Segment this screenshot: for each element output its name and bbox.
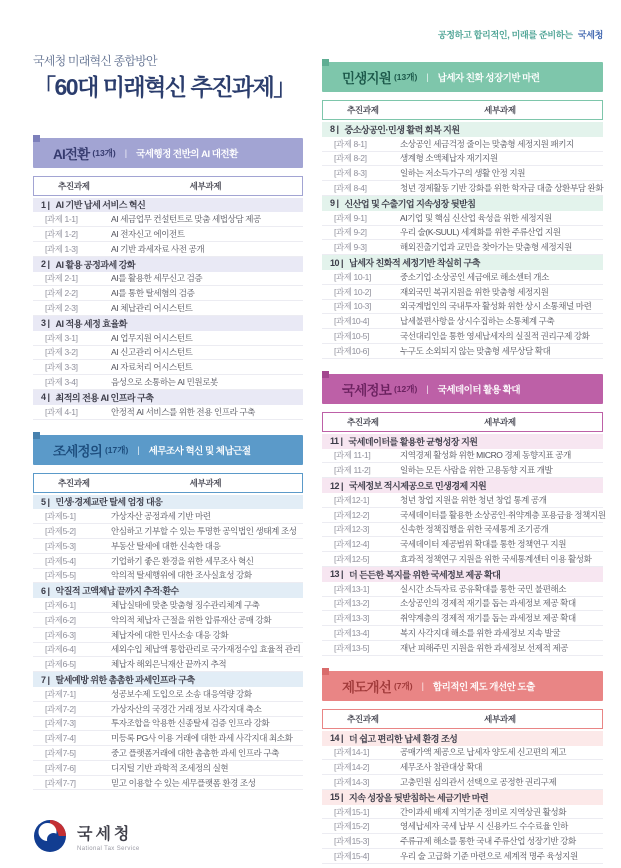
group-row	[33, 257, 303, 272]
task-desc: 투자조합을 악용한 신종탈세 검증 인프라 강화	[111, 718, 270, 729]
section-name: 민생지원	[342, 71, 391, 86]
task-desc: 국선대리인을 통한 영세납세자의 실질적 권리구제 강화	[400, 331, 590, 342]
logo-text	[77, 821, 140, 852]
task-desc: 효과적 정책연구 지원을 위한 국세통계센터 이용 활성화	[400, 554, 592, 565]
section-name: 제도개선	[342, 679, 391, 695]
task-desc: 재난 피해주민 지원을 위한 과세정보 선제적 제공	[400, 642, 568, 653]
task-row	[33, 613, 303, 628]
section-corner-accent	[322, 668, 329, 675]
section-divider: |	[137, 444, 140, 455]
task-row	[322, 760, 603, 775]
task-row	[322, 344, 603, 359]
left-column	[33, 28, 303, 864]
task-code: [과제 8-2]	[334, 153, 367, 164]
task-code: [과제 1-2]	[45, 229, 78, 240]
group-number: 2 |	[41, 259, 50, 270]
task-desc: 간이과세 배제 지역기준 정비로 지역상권 활성화	[400, 806, 567, 817]
task-row	[322, 300, 603, 315]
task-row	[33, 554, 303, 569]
task-code: [과제15-1]	[334, 806, 369, 817]
task-desc: AI 자료처리 어시스턴트	[111, 362, 193, 373]
task-desc: 실시간 소득자료 공유확대를 통한 국민 불편해소	[400, 583, 567, 594]
section-header-ai-transition	[33, 138, 303, 168]
group-title: 중소상공인·민생 활력 회복 지원	[344, 124, 460, 135]
task-code: [과제13-3]	[334, 613, 369, 624]
task-desc: 가상자산의 국경간 거래 정보 사각지대 축소	[111, 703, 262, 714]
task-desc: 일하는 저소득가구의 생활 안정 지원	[400, 168, 526, 179]
column-header-subtasks: 세부과제	[189, 180, 222, 191]
task-code: [과제 3-2]	[45, 347, 78, 358]
task-row	[322, 166, 603, 181]
task-code: [과제7-5]	[45, 747, 76, 758]
task-desc: 고충민원 심의관서 선택으로 공정한 권리구제	[400, 776, 557, 787]
task-code: [과제12-1]	[334, 494, 369, 505]
doc-title: 「60대 미래혁신 추진과제」	[33, 74, 295, 100]
task-row	[322, 152, 603, 167]
task-code: [과제10-6]	[334, 345, 369, 356]
task-desc: 외국계법인의 국내투자 활성화 위한 상시 소통채널 마련	[400, 301, 592, 312]
task-desc: 악의적 체납자 근절을 위한 압류재산 공매 강화	[111, 614, 272, 625]
section-tax-justice	[33, 435, 303, 791]
task-code: [과제10-5]	[334, 331, 369, 342]
section-ai-transition	[33, 138, 303, 420]
task-row	[33, 776, 303, 791]
group-number: 6 |	[41, 585, 50, 596]
task-desc: 재외국민 복귀지원을 위한 맞춤형 세정지원	[400, 286, 549, 297]
column-header-row	[33, 176, 303, 196]
column-header-tasks: 추진과제	[58, 180, 90, 191]
task-row	[33, 272, 303, 287]
task-row	[322, 582, 603, 597]
task-row	[33, 301, 303, 316]
task-row	[322, 463, 603, 478]
group-title: 국세정보 적시제공으로 민생경제 지원	[349, 481, 487, 492]
task-desc: 악의적 탈세행위에 대한 조사실효성 강화	[111, 570, 252, 581]
task-desc: 취약계층의 경제적 재기를 돕는 과세정보 제공 확대	[400, 613, 576, 624]
group-title: 더 든든한 복지를 위한 국세정보 제공 확대	[349, 569, 501, 580]
task-row	[322, 626, 603, 641]
group-title: AI 기반 납세 서비스 혁신	[55, 200, 146, 211]
task-desc: 청년 경제활동 기반 강화를 위한 학자금 대출 상환부담 완화	[400, 183, 604, 194]
group-number: 9 |	[330, 198, 339, 209]
task-row	[322, 849, 603, 864]
section-count: (13개)	[393, 72, 418, 82]
task-code: [과제 3-1]	[45, 332, 78, 343]
task-desc: 체납실태에 맞춘 맞춤형 징수관리체계 구축	[111, 600, 260, 611]
task-code: [과제6-3]	[45, 629, 76, 640]
task-code: [과제12-2]	[334, 509, 369, 520]
task-code: [과제 8-3]	[334, 168, 367, 179]
task-code: [과제 11-2]	[334, 465, 371, 476]
group-number: 7 |	[41, 674, 50, 685]
task-row	[322, 834, 603, 849]
task-desc: 국세데이터를 활용한 소상공인·취약계층 포용금융 정책지원	[400, 509, 606, 520]
task-code: [과제 3-4]	[45, 377, 78, 388]
group-number: 8 |	[330, 124, 339, 135]
task-row	[322, 493, 603, 508]
section-tagline: 납세자 친화 성장기반 마련	[437, 73, 540, 84]
section-count: (17개)	[104, 444, 129, 455]
task-row	[322, 449, 603, 464]
column-header-tasks: 추진과제	[58, 477, 90, 488]
column-header-row	[322, 412, 603, 432]
task-desc: 중고 플랫폼거래에 대한 촘촘한 과세 인프라 구축	[111, 747, 279, 758]
section-system-improvement	[322, 671, 603, 864]
task-code: [과제13-5]	[334, 642, 369, 653]
section-header-tax-justice	[33, 435, 303, 465]
column-header-row	[33, 473, 303, 493]
column-header-tasks: 추진과제	[347, 105, 379, 115]
task-desc: 중소기업·소상공인 세금애로 해소센터 개소	[400, 271, 549, 282]
task-code: [과제7-3]	[45, 718, 76, 729]
section-corner-accent	[33, 432, 40, 439]
task-desc: 안정적 AI 서비스를 위한 전용 인프라 구축	[111, 406, 255, 417]
task-desc: AI 신고관리 어시스턴트	[111, 347, 193, 358]
task-row	[322, 805, 603, 820]
task-row	[33, 569, 303, 584]
group-number: 5 |	[41, 496, 50, 507]
task-desc: 가상자산 공정과세 기반 마련	[111, 511, 211, 522]
group-title: 신산업 및 수출기업 지속성장 뒷받침	[344, 198, 476, 209]
task-desc: 영세납세자 국세 납부 시 신용카드 수수료율 인하	[400, 821, 568, 832]
task-row	[33, 405, 303, 420]
task-desc: 일하는 모든 사람을 위한 고용동향 지표 개발	[400, 465, 553, 476]
task-desc: 소상공인의 경제적 재기를 돕는 과세정보 제공 확대	[400, 598, 576, 609]
logo-name: 국세청	[77, 825, 133, 843]
group-row	[322, 122, 603, 137]
task-code: [과제 10-2]	[334, 286, 371, 297]
group-row	[33, 198, 303, 213]
section-name: AI전환	[53, 146, 90, 162]
task-row	[322, 181, 603, 196]
task-desc: 체납자 해외은닉재산 끝까지 추적	[111, 659, 227, 670]
group-title: 납세자 친화적 세정기반 착실히 구축	[349, 258, 480, 269]
task-row	[33, 331, 303, 346]
title-block	[33, 52, 303, 102]
task-desc: 공매가액 제공으로 납세자 양도세 신고편의 제고	[400, 747, 567, 758]
task-code: [과제 10-3]	[334, 301, 371, 312]
task-row	[322, 552, 603, 567]
group-row	[33, 583, 303, 598]
section-divider: |	[426, 383, 429, 394]
task-code: [과제13-2]	[334, 598, 369, 609]
task-code: [과제5-5]	[45, 570, 76, 581]
group-row	[322, 196, 603, 211]
task-code: [과제 11-1]	[334, 450, 371, 461]
task-desc: 생계형 소액체납자 재기지원	[400, 153, 498, 164]
task-row	[322, 240, 603, 255]
column-header-subtasks: 세부과제	[484, 105, 516, 115]
section-corner-accent	[33, 135, 40, 142]
task-row	[33, 643, 303, 658]
section-header-livelihood-support	[322, 62, 603, 92]
task-code: [과제12-3]	[334, 524, 369, 535]
group-number: 4 |	[41, 392, 50, 403]
task-code: [과제 10-1]	[334, 271, 371, 282]
task-code: [과제5-2]	[45, 526, 76, 537]
task-row	[33, 761, 303, 776]
task-desc: 우리 술 고급화 기준 마련으로 세계적 명주 육성지원	[400, 850, 578, 861]
task-row	[33, 227, 303, 242]
task-desc: AI 세금업무 컨설턴트로 맞춤 세법상담 제공	[111, 214, 261, 225]
task-code: [과제10-4]	[334, 316, 369, 327]
section-corner-accent	[322, 371, 329, 378]
task-desc: 미등록 PG사 이용 거래에 대한 과세 사각지대 최소화	[111, 733, 293, 744]
task-code: [과제 9-1]	[334, 212, 367, 223]
slogan-brand: 국세청	[577, 30, 603, 40]
task-code: [과제 2-2]	[45, 288, 78, 299]
task-row	[322, 819, 603, 834]
task-row	[33, 242, 303, 257]
task-row	[322, 523, 603, 538]
task-code: [과제 9-2]	[334, 227, 367, 238]
task-desc: AI를 활용한 세무신고 검증	[111, 273, 203, 284]
group-row	[322, 731, 603, 746]
task-row	[33, 360, 303, 375]
task-code: [과제7-1]	[45, 688, 76, 699]
task-row	[322, 226, 603, 241]
task-desc: 신속한 정책집행을 위한 국세통계 조기공개	[400, 524, 549, 535]
task-code: [과제6-5]	[45, 659, 76, 670]
task-desc: 누구도 소외되지 않는 맞춤형 세무상담 확대	[400, 345, 551, 356]
group-number: 13 |	[330, 569, 344, 580]
group-title: 최적의 전용 AI 인프라 구축	[55, 392, 154, 403]
section-tagline: 국세행정 전반의 AI 대전환	[136, 148, 238, 160]
group-title: 탈세예방 위한 촘촘한 과세인프라 구축	[55, 675, 195, 685]
task-code: [과제5-3]	[45, 540, 76, 551]
task-row	[33, 746, 303, 761]
section-name: 국세정보	[342, 382, 391, 398]
section-livelihood-support	[322, 62, 603, 359]
task-code: [과제15-3]	[334, 836, 369, 847]
task-row	[33, 731, 303, 746]
task-code: [과제 9-3]	[334, 242, 367, 253]
group-row	[322, 478, 603, 493]
column-header-subtasks: 세부과제	[484, 713, 516, 724]
group-number: 1 |	[41, 199, 50, 210]
section-header-system-improvement	[322, 671, 603, 701]
column-header-subtasks: 세부과제	[484, 416, 516, 427]
group-row	[33, 495, 303, 510]
task-desc: 해외진출기업과 교민을 찾아가는 맞춤형 세정지원	[400, 242, 572, 253]
group-number: 14 |	[330, 733, 344, 744]
slogan-lead: 공정하고 합리적인, 미래를 준비하는	[437, 30, 573, 40]
task-code: [과제15-2]	[334, 821, 369, 832]
task-desc: 복지 사각지대 해소를 위한 과세정보 지속 발굴	[400, 628, 561, 638]
task-desc: 성공보수제 도입으로 소송 대응역량 강화	[111, 688, 252, 699]
task-code: [과제 2-3]	[45, 303, 78, 314]
section-tax-information	[322, 374, 606, 656]
column-header-tasks: 추진과제	[347, 416, 379, 427]
task-row	[33, 375, 303, 390]
group-row	[322, 255, 603, 270]
task-code: [과제 8-4]	[334, 183, 367, 194]
task-row	[33, 212, 303, 227]
task-code: [과제6-2]	[45, 614, 76, 625]
group-number: 11 |	[330, 436, 343, 447]
section-tagline: 합리적인 제도 개선안 도출	[432, 681, 535, 693]
task-row	[322, 746, 603, 761]
section-divider: |	[124, 147, 128, 158]
taegeuk-logo-icon	[32, 818, 68, 854]
section-count: (12개)	[393, 383, 418, 394]
group-number: 15 |	[330, 792, 344, 803]
task-row	[322, 270, 603, 285]
section-count: (13개)	[92, 147, 116, 158]
task-row	[322, 329, 603, 344]
task-desc: 소상공인 세금걱정 줄이는 맞춤형 세정지원 패키지	[400, 138, 574, 149]
task-code: [과제7-4]	[45, 733, 76, 744]
task-desc: 기업하기 좋은 환경을 위한 세무조사 혁신	[111, 555, 254, 566]
task-desc: AI기업 및 핵심 신산업 육성을 위한 세정지원	[400, 212, 552, 223]
group-title: 지속 성장을 뒷받침하는 세금기반 마련	[349, 792, 489, 803]
task-code: [과제6-1]	[45, 600, 76, 611]
task-code: [과제 2-1]	[45, 273, 78, 284]
task-code: [과제 1-1]	[45, 214, 78, 225]
task-row	[322, 597, 603, 612]
group-number: 10 |	[330, 257, 344, 268]
group-row	[322, 434, 603, 449]
group-title: 국세데이터를 활용한 균형성장 지원	[348, 436, 478, 447]
task-row	[33, 539, 303, 554]
task-code: [과제13-4]	[334, 628, 369, 638]
right-column	[322, 28, 606, 864]
column-header-row	[322, 100, 603, 120]
task-desc: 주류규제 해소를 통한 국내 주류산업 성장기반 강화	[400, 836, 576, 847]
task-code: [과제5-1]	[45, 511, 76, 522]
task-code: [과제12-5]	[334, 554, 369, 565]
section-tagline: 세무조사 혁신 및 체납근절	[148, 445, 251, 457]
task-row	[33, 657, 303, 672]
nts-logo	[32, 818, 140, 854]
task-row	[33, 524, 303, 539]
task-row	[33, 598, 303, 613]
task-desc: AI 기반 과세자료 사전 공개	[111, 243, 205, 254]
task-row	[33, 286, 303, 301]
task-code: [과제14-1]	[334, 747, 369, 758]
task-code: [과제7-6]	[45, 762, 76, 773]
task-desc: 청년 창업 지원을 위한 청년 창업 통계 공개	[400, 494, 547, 505]
task-desc: AI 체납관리 어시스턴트	[111, 303, 193, 314]
task-desc: 납세불편사항을 상시수집하는 소통체계 구축	[400, 316, 555, 327]
task-desc: 우리 술(K-SUUL) 세계화를 위한 주류산업 지원	[400, 227, 561, 238]
task-code: [과제14-3]	[334, 776, 369, 787]
task-desc: 체납자에 대한 민사소송 대응 강화	[111, 629, 229, 640]
group-row	[322, 567, 603, 582]
task-desc: 세무조사 참관대상 확대	[400, 762, 483, 773]
task-desc: 국세데이터 제공범위 확대를 통한 정책연구 지원	[400, 539, 567, 550]
task-desc: AI 업무지원 어시스턴트	[111, 332, 193, 343]
group-title: AI 활용 공정과세 강화	[55, 259, 136, 270]
section-corner-accent	[322, 59, 329, 66]
task-row	[322, 211, 603, 226]
task-code: [과제 3-3]	[45, 362, 78, 373]
task-code: [과제6-4]	[45, 644, 76, 655]
task-desc: AI 전자신고 에이전트	[111, 229, 185, 240]
column-header-subtasks: 세부과제	[189, 477, 222, 488]
task-row	[322, 314, 603, 329]
task-row	[322, 137, 603, 152]
group-title: AI 적용 세정 효율화	[55, 318, 127, 329]
task-code: [과제 8-1]	[334, 138, 367, 149]
group-title: 민생·경제교란 탈세 엄정 대응	[55, 497, 163, 508]
doc-subtitle: 국세청 미래혁신 종합방안	[33, 54, 157, 68]
task-code: [과제7-2]	[45, 703, 76, 714]
group-row	[33, 390, 303, 405]
task-desc: AI를 통한 탈세혐의 검증	[111, 288, 195, 299]
task-desc: 세외수입 체납액 통합관리로 국가재정수입 효율적 관리	[111, 644, 301, 655]
task-row	[322, 775, 603, 790]
task-row	[322, 611, 603, 626]
task-desc: 지역경제 활성화 위한 MICRO 경제 동향지표 공개	[400, 450, 571, 461]
group-row	[33, 316, 303, 331]
task-row	[33, 628, 303, 643]
slogan	[322, 28, 603, 40]
task-code: [과제12-4]	[334, 539, 369, 550]
group-number: 3 |	[41, 318, 50, 329]
group-row	[33, 672, 303, 687]
section-name: 조세정의	[53, 443, 102, 459]
task-row	[33, 509, 303, 524]
group-title: 더 쉽고 편리한 납세 환경 조성	[349, 733, 458, 744]
task-desc: 음성으로 소통하는 AI 민원로봇	[111, 377, 218, 388]
group-number: 12 |	[330, 480, 344, 491]
logo-subtext: National Tax Service	[77, 845, 140, 852]
task-row	[33, 687, 303, 702]
column-header-row	[322, 709, 603, 729]
section-divider: |	[426, 72, 429, 82]
task-row	[33, 717, 303, 732]
section-count: (7개)	[393, 680, 413, 691]
task-row	[33, 702, 303, 717]
task-desc: 안심하고 기부할 수 있는 투명한 공익법인 생태계 조성	[111, 526, 297, 537]
task-row	[322, 641, 603, 656]
task-row	[33, 346, 303, 361]
task-row	[322, 508, 606, 523]
column-header-tasks: 추진과제	[347, 713, 379, 724]
task-code: [과제15-4]	[334, 850, 369, 861]
section-header-tax-information	[322, 374, 603, 404]
section-tagline: 국세데이터 활용 확대	[437, 384, 521, 396]
task-code: [과제5-4]	[45, 555, 76, 566]
task-desc: 믿고 이용할 수 있는 세무플랫폼 환경 조성	[111, 777, 256, 788]
task-code: [과제7-7]	[45, 777, 76, 788]
group-title: 악질적 고액체납 끝까지 추적·환수	[55, 586, 179, 597]
task-code: [과제13-1]	[334, 583, 369, 594]
task-row	[322, 537, 603, 552]
task-code: [과제 4-1]	[45, 406, 78, 417]
task-code: [과제 1-3]	[45, 243, 78, 254]
section-divider: |	[421, 680, 424, 691]
task-code: [과제14-2]	[334, 762, 369, 773]
task-desc: 디지털 기반 과학적 조세정의 실현	[111, 762, 229, 773]
group-row	[322, 790, 603, 805]
task-row	[322, 285, 603, 300]
task-desc: 부동산 탈세에 대한 신속한 대응	[111, 540, 221, 551]
